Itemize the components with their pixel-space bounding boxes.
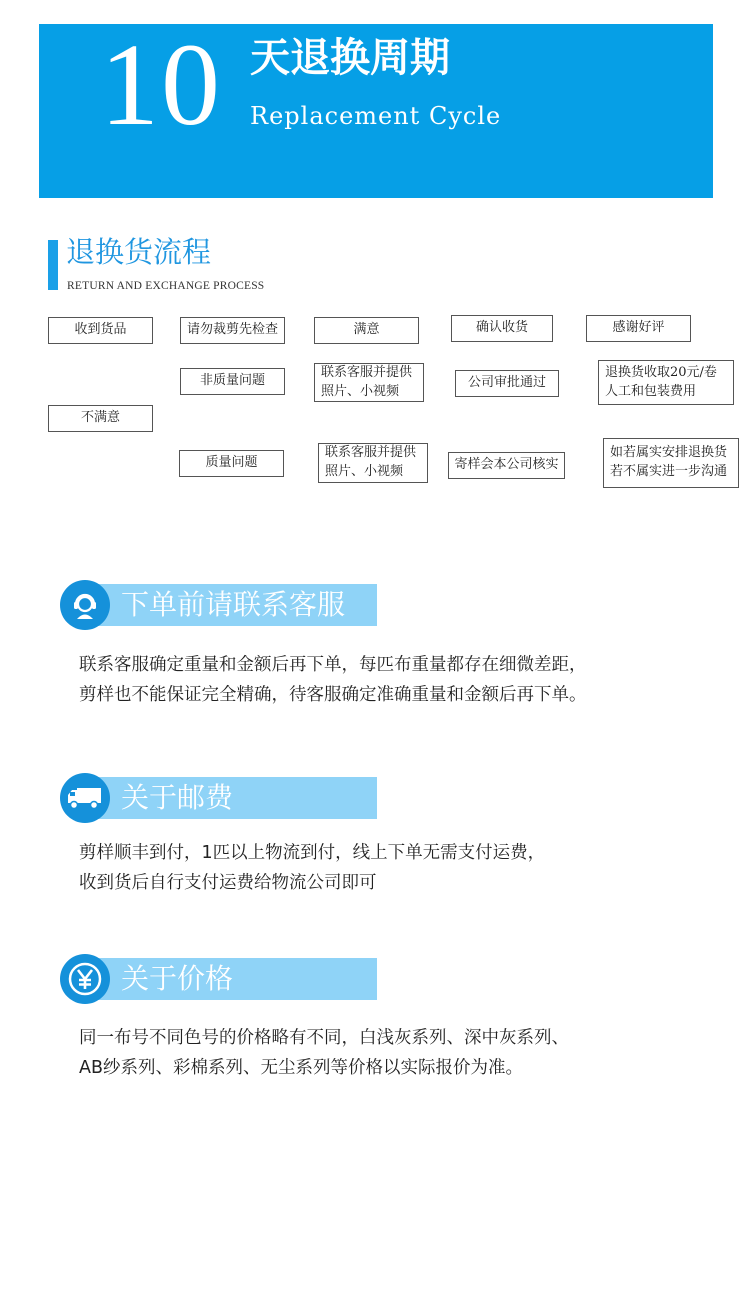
contact-line-1: 联系客服并提供 (325, 445, 417, 461)
section-text-contact (79, 650, 587, 710)
contact-line-2: 照片、小视频 (321, 383, 400, 399)
delivery-truck-icon (60, 773, 110, 823)
step-receive-goods: 收到货品 (48, 317, 153, 344)
step-verify-result (603, 438, 739, 488)
banner-title: 天退换周期 (250, 34, 450, 81)
customer-service-icon (60, 580, 110, 630)
text-line: 联系客服确定重量和金额后再下单，每匹布重量都存在细微差距， (79, 655, 587, 675)
section-accent-bar (48, 240, 58, 290)
banner-number: 10 (100, 19, 222, 150)
section-title-contact: 下单前请联系客服 (121, 588, 346, 621)
section-text-price (79, 1023, 569, 1083)
text-line: AB纱系列、彩棉系列、无尘系列等价格以实际报价为准。 (79, 1058, 523, 1078)
section-title-price: 关于价格 (121, 962, 234, 995)
process-title: 退换货流程 (66, 235, 212, 269)
fee-line-2: 人工和包装费用 (605, 383, 697, 399)
step-thanks-review: 感谢好评 (586, 315, 691, 342)
step-confirm-receipt: 确认收货 (451, 315, 553, 342)
contact-line-2: 照片、小视频 (325, 464, 404, 479)
text-line: 收到货后自行支付运费给物流公司即可 (79, 873, 377, 893)
step-non-quality-issue: 非质量问题 (180, 368, 285, 395)
step-company-approval: 公司审批通过 (455, 370, 559, 397)
step-not-satisfied: 不满意 (48, 405, 153, 432)
text-line: 剪样顺丰到付，1匹以上物流到付，线上下单无需支付运费， (79, 843, 546, 863)
section-title-shipping: 关于邮费 (121, 781, 234, 814)
result-line-2: 若不属实进一步沟通 (610, 464, 728, 479)
step-return-fee (598, 360, 734, 405)
yen-icon (60, 954, 110, 1004)
contact-line-1: 联系客服并提供 (321, 364, 413, 380)
step-contact-service-b (318, 443, 428, 483)
section-text-shipping (79, 838, 545, 898)
result-line-1: 如若属实安排退换货 (610, 445, 728, 461)
step-contact-service-a (314, 363, 424, 402)
step-send-sample: 寄样会本公司核实 (448, 452, 565, 479)
fee-line-1: 退换货收取20元/卷 (605, 364, 717, 380)
step-inspect-first: 请勿裁剪先检查 (180, 317, 285, 344)
text-line: 剪样也不能保证完全精确，待客服确定准确重量和金额后再下单。 (79, 685, 587, 705)
step-satisfied: 满意 (314, 317, 419, 344)
text-line: 同一布号不同色号的价格略有不同，白浅灰系列、深中灰系列、 (79, 1028, 569, 1048)
step-quality-issue: 质量问题 (179, 450, 284, 477)
banner-subtitle: Replacement Cycle (250, 102, 502, 130)
process-subtitle: RETURN AND EXCHANGE PROCESS (67, 280, 265, 292)
